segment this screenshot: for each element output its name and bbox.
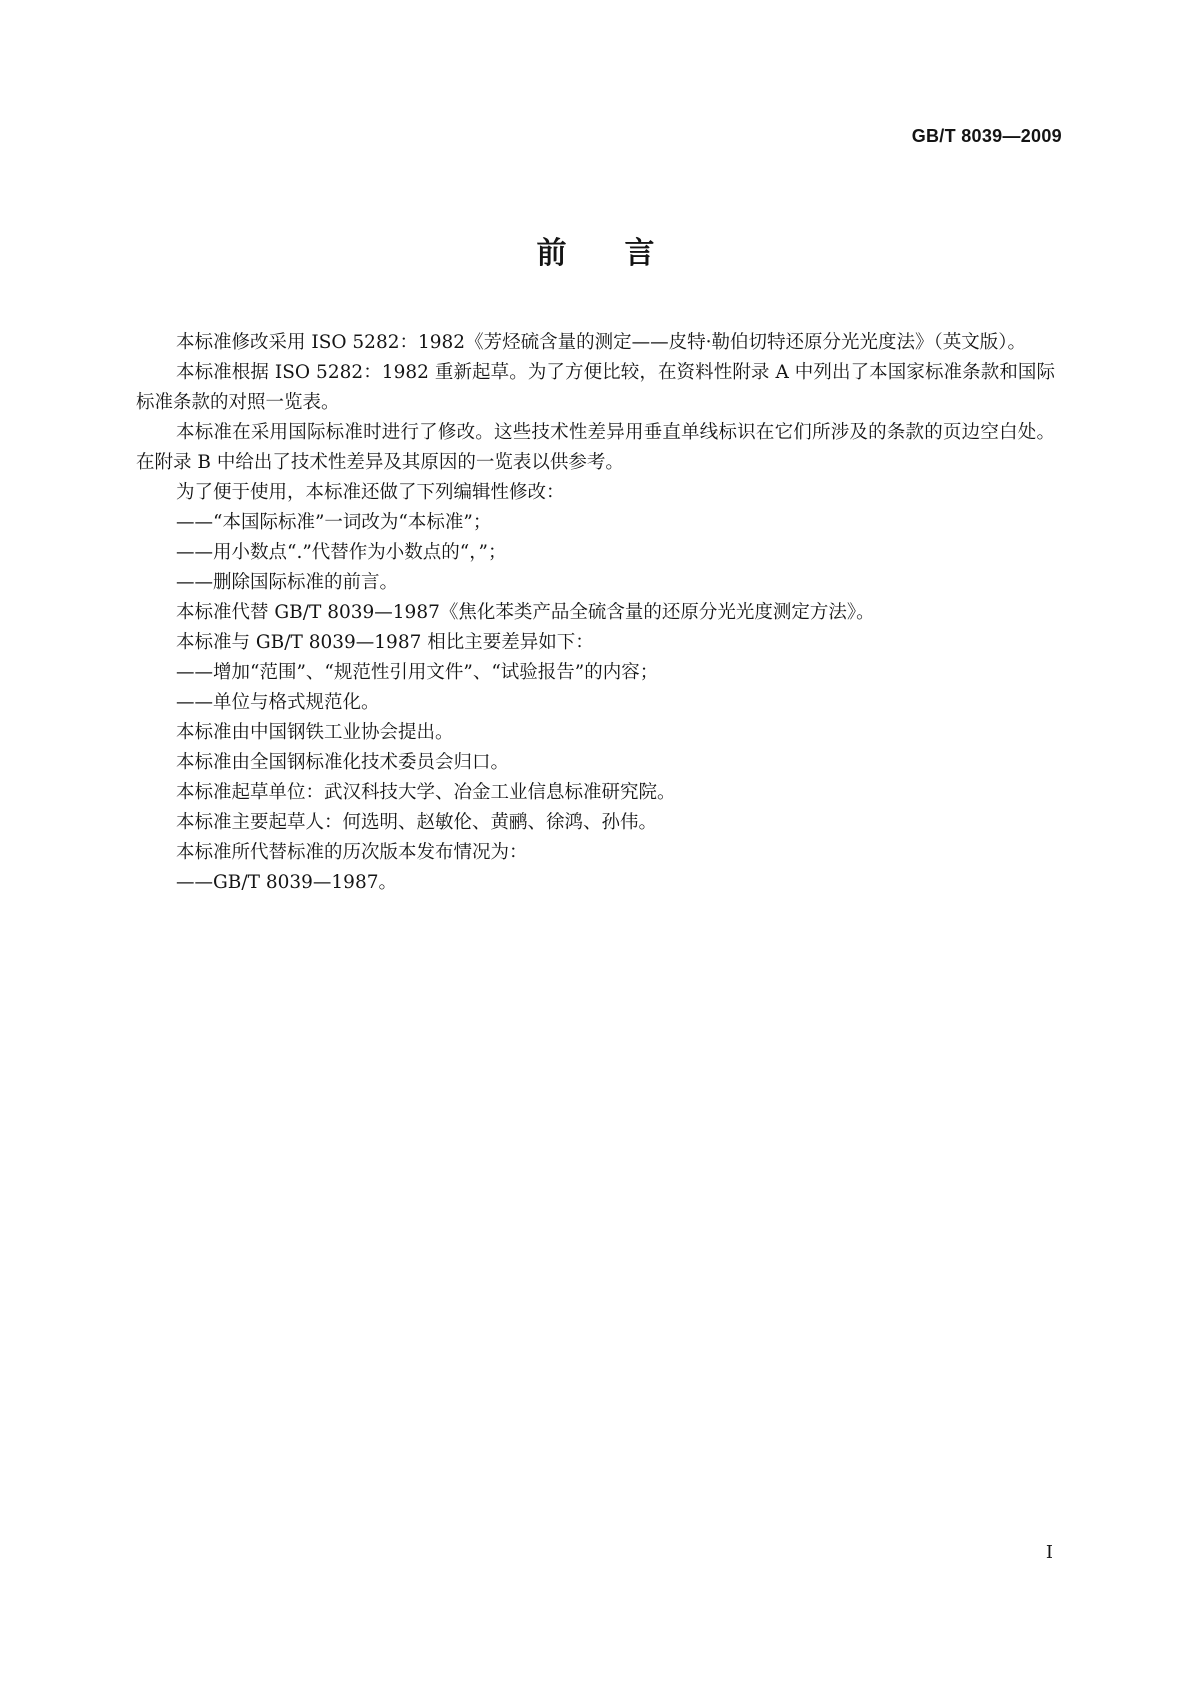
page-title: 前言 <box>536 236 713 271</box>
paragraph: 本标准由全国钢标准化技术委员会归口。 <box>176 752 510 773</box>
page-number: I <box>1045 1542 1053 1563</box>
standard-number: GB/T 8039—2009 <box>911 126 1062 146</box>
list-item: ——用小数点“.”代替作为小数点的“，”； <box>176 542 507 563</box>
list-item: ——“本国际标准”一词改为“本标准”； <box>176 512 492 533</box>
paragraph: 本标准根据 ISO 5282：1982 重新起草。为了方便比较，在资料性附录 A 中列出了本国家标准条款和国际标准条款的对照一览表。 <box>136 362 1055 413</box>
paragraph: 本标准修改采用 ISO 5282：1982《芳烃硫含量的测定——皮特·勒伯切特还原分光光度法》（英文版）。 <box>176 332 1026 353</box>
paragraph: 本标准与 GB/T 8039—1987 相比主要差异如下： <box>176 632 594 653</box>
paragraph: 本标准在采用国际标准时进行了修改。这些技术性差异用垂直单线标识在它们所涉及的条款的页边空白处。在附录 B 中给出了技术性差异及其原因的一览表以供参考。 <box>136 422 1055 473</box>
list-item: ——删除国际标准的前言。 <box>176 572 399 593</box>
paragraph: 本标准起草单位：武汉科技大学、冶金工业信息标准研究院。 <box>176 782 676 803</box>
paragraph: 本标准主要起草人：何选明、赵敏伦、黄鹂、徐鸿、孙伟。 <box>176 812 658 833</box>
list-item: ——增加“范围”、“规范性引用文件”、“试验报告”的内容； <box>176 662 659 683</box>
list-item: ——单位与格式规范化。 <box>176 692 380 713</box>
paragraph: 为了便于使用，本标准还做了下列编辑性修改： <box>176 482 565 503</box>
list-item: ——GB/T 8039—1987。 <box>176 872 397 893</box>
paragraph: 本标准代替 GB/T 8039—1987《焦化苯类产品全硫含量的还原分光光度测定方法》。 <box>176 602 875 623</box>
paragraph: 本标准由中国钢铁工业协会提出。 <box>176 722 454 743</box>
paragraph: 本标准所代替标准的历次版本发布情况为： <box>176 842 528 863</box>
foreword-body <box>136 328 1055 898</box>
